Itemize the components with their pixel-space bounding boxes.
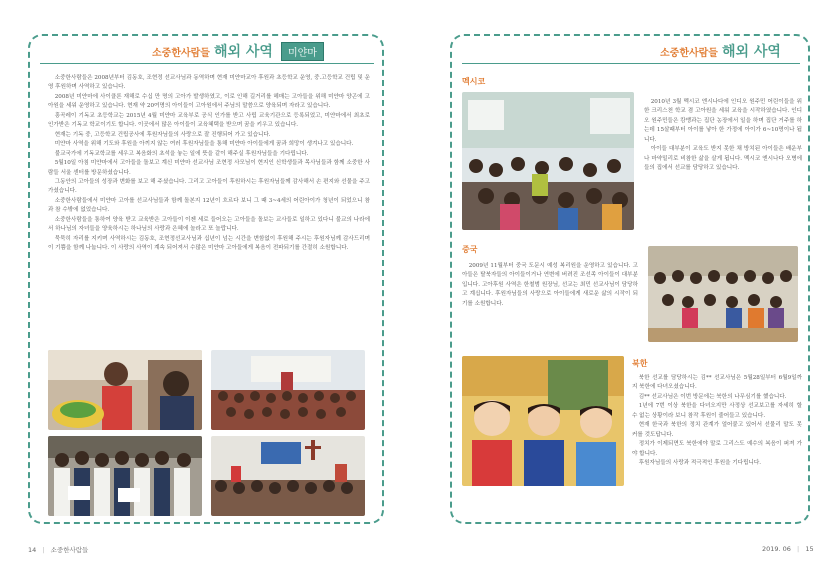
mexico-article bbox=[644, 98, 802, 228]
left-title-main: 해외 사역 bbox=[213, 44, 273, 60]
right-title-main: 해외 사역 bbox=[721, 44, 781, 60]
photo-myanmar-church-interior-screen bbox=[211, 436, 365, 516]
left-footer-label: 소중한사람들 bbox=[50, 546, 89, 554]
north-korea-paragraph: 1년에 7번 이상 북한을 다녀오지만 사정상 선교보고를 자세히 할 수 없는 상황이라 보니 참작 후원이 줄어들고 있습니다. bbox=[632, 403, 802, 419]
footer-divider: | bbox=[42, 546, 45, 554]
photo-myanmar-church-gathering bbox=[211, 350, 365, 430]
myanmar-paragraph: 흥곡레이 기독교 초등학교는 2015년 4월 미얀마 교육부로 공식 인가를 받고 사립 교육기관으로 등록되었고, 미얀마에서 최초로 인가받은 기독교 학교이기도 합니다. 이곳에서 많은 아이들이 교육혜택을 받으며 꿈을 키우고 있습니다. bbox=[48, 112, 370, 129]
myanmar-paragraph: 불교국가에 기독교학교를 세우고 복음화의 초석을 놓는 일에 뜻을 같이 해주실 후원자님들을 기다립니다. bbox=[54, 150, 309, 157]
right-page-number: 15 bbox=[805, 545, 814, 553]
country-badge-myanmar: 미얀마 bbox=[281, 42, 324, 61]
china-paragraph: 2009년 11월부터 중국 도문시 예성 복리원을 운영하고 있습니다. 고아들은 탈북자들의 아이들이거나 연변에 버려진 조선족 아이들이 대부분입니다. 고아후원 사역은 한철범 원장님, 선교는 최민 선교사님이 담당하고 계십니다. 후원자님들의 사랑으로 아이들에게 새로운 삶의 시작이 되기를 소원합니다. bbox=[462, 263, 638, 307]
north-korea-heading: 북한 bbox=[632, 359, 648, 368]
photo-mexico-classroom bbox=[462, 92, 634, 230]
china-article bbox=[462, 262, 638, 342]
myanmar-paragraph: 소중한사람들에서 미얀마 고아를 선교사님들과 함께 돌본지 12년이 흐르다 보니 그 때 3~4세의 어린아이가 청년이 되었으니 참과 참 수밖에 없었습니다. bbox=[48, 197, 370, 214]
right-title-rule bbox=[462, 63, 800, 64]
right-title bbox=[660, 40, 781, 62]
north-korea-paragraph: 정치가 이제되면도 북한에야 말로 그리스도 예수의 복음이 퍼져 가야 합니다. bbox=[632, 441, 802, 457]
photo-myanmar-group-with-letters bbox=[48, 436, 202, 516]
myanmar-paragraph: 묵묵히 자리를 지키며 사역하시는 김동호, 조현정선교사님과 십년이 넘는 시간을 변함없이 후원해 주시는 후원자님께 감사드리며 이 기쁨을 함께 나눕니다. 이 사랑의 사역이 계속 되어져서 수많은 미얀마 고아들에게 복음이 전파되기를 간절히 소원합니다. bbox=[48, 235, 370, 252]
myanmar-paragraph: 그동안의 고아들의 성장과 변화를 보고 해 주셨습니다. 그리고 고아들이 후원하시는 후원자님들께 감사해서 손 편지와 선물을 주고 가셨습니다. bbox=[48, 178, 370, 195]
mexico-paragraph: 아이들 대부분이 교육도 받지 못한 채 방치된 아이들은 배운부나 마약밀리로 비참한 삶을 살게 됩니다. 멕시코 엔시나다 오병에들의 집에서 선교를 담당하고 있습니다. bbox=[644, 146, 802, 172]
left-title-rule bbox=[40, 63, 374, 64]
north-korea-paragraph: 김** 선교사님은 이번 방문에는 북한의 나무심기를 했습니다. bbox=[638, 393, 787, 400]
myanmar-paragraph: 미얀마 사역을 위해 기도와 후원을 아끼지 않는 여러 후원자님들을 통해 미얀마 아이들에게 꿈과 희망이 생겨나고 있습니다. bbox=[54, 141, 354, 148]
photo-china-children-group bbox=[648, 246, 798, 342]
right-footer bbox=[762, 545, 814, 553]
left-title-sub: 소중한사람들 bbox=[152, 47, 210, 59]
myanmar-paragraph: 소중한사람들을 통하여 양육 받고 교육받은 고아들이 이젠 세로 들어오는 고아들을 돌보는 교사들로 일하고 있다니 불교의 나라에서 하나님의 자녀들을 양육하시는 하나님의 사랑과 은혜에 놀라고 또 놀랍니다. bbox=[48, 216, 370, 233]
north-korea-paragraph: 후원자님들의 사랑과 적극적인 후원을 기다립니다. bbox=[638, 460, 762, 467]
myanmar-paragraph: 소중한사람들은 2008년부터 김동호, 조현정 선교사님과 동역하며 현재 미얀마교아 후원과 초등학교 운영, 중.고등학교 건립 및 운영 후원하며 사역하고 있습니다. bbox=[48, 75, 370, 91]
mexico-paragraph: 2010년 3월 멕시코 엔시나다에 인디오 원주민 어린이들을 위한 크리스천 학교 겸 고아원을 세워 교육을 시작하였습니다. 인디오 원주민들은 캄뱅과는 집단 농장에서 일을 하며 집단 거주를 하는데 15살때부터 아이를 낳아 한 가정에 아이가 6~10명이나 됩니다. bbox=[644, 99, 802, 143]
china-heading: 중국 bbox=[462, 245, 478, 254]
myanmar-paragraph: 5월10일 아침 미얀마에서 고아들을 돌보고 계신 미얀마 선교사님 조현정 사모님이 현지인 신학생들과 목사님들과 함께 소중한 사람들 서울 센터를 방문하셨습니다. bbox=[48, 160, 370, 176]
photo-north-korea-three-children bbox=[462, 356, 624, 486]
right-page-frame bbox=[450, 34, 810, 524]
photo-myanmar-girl-with-flowers bbox=[48, 350, 202, 430]
north-korea-article bbox=[632, 374, 802, 504]
north-korea-paragraph: 현재 한국과 북한의 정치 관계가 얼어붙고 있어서 선물리 말도 못 커를 것도답니다. bbox=[632, 422, 802, 438]
myanmar-paragraph: 현재는 기독 중, 고등학교 건립공사에 후원자님들의 사랑으로 잘 진행되어 가고 있습니다. bbox=[54, 131, 271, 138]
footer-divider: | bbox=[797, 545, 800, 553]
mexico-heading: 멕시코 bbox=[462, 77, 486, 86]
left-footer bbox=[28, 545, 88, 554]
myanmar-paragraph: 2008년 미얀마에 사이클론 재해로 수십 만 명의 고아가 발생하였고, 이로 인해 길거리를 헤매는 고아들을 위해 미얀마 양곤에 고아원을 세워 운영하고 있습니다. 현재 약 20여명의 아이들이 고아원에서 주님의 말씀으로 양육되며 자라고 있습니다. bbox=[48, 93, 370, 110]
left-title bbox=[152, 40, 324, 62]
north-korea-paragraph: 북한 선교를 담당하시는 김** 선교사님은 5월28일부터 6월9일까지 북한에 다녀오셨습니다. bbox=[632, 375, 802, 391]
left-page-number: 14 bbox=[28, 546, 37, 554]
right-footer-date: 2019. 06 bbox=[762, 545, 791, 553]
right-title-sub: 소중한사람들 bbox=[660, 47, 718, 59]
left-page-frame bbox=[28, 34, 384, 524]
myanmar-article bbox=[48, 74, 370, 342]
